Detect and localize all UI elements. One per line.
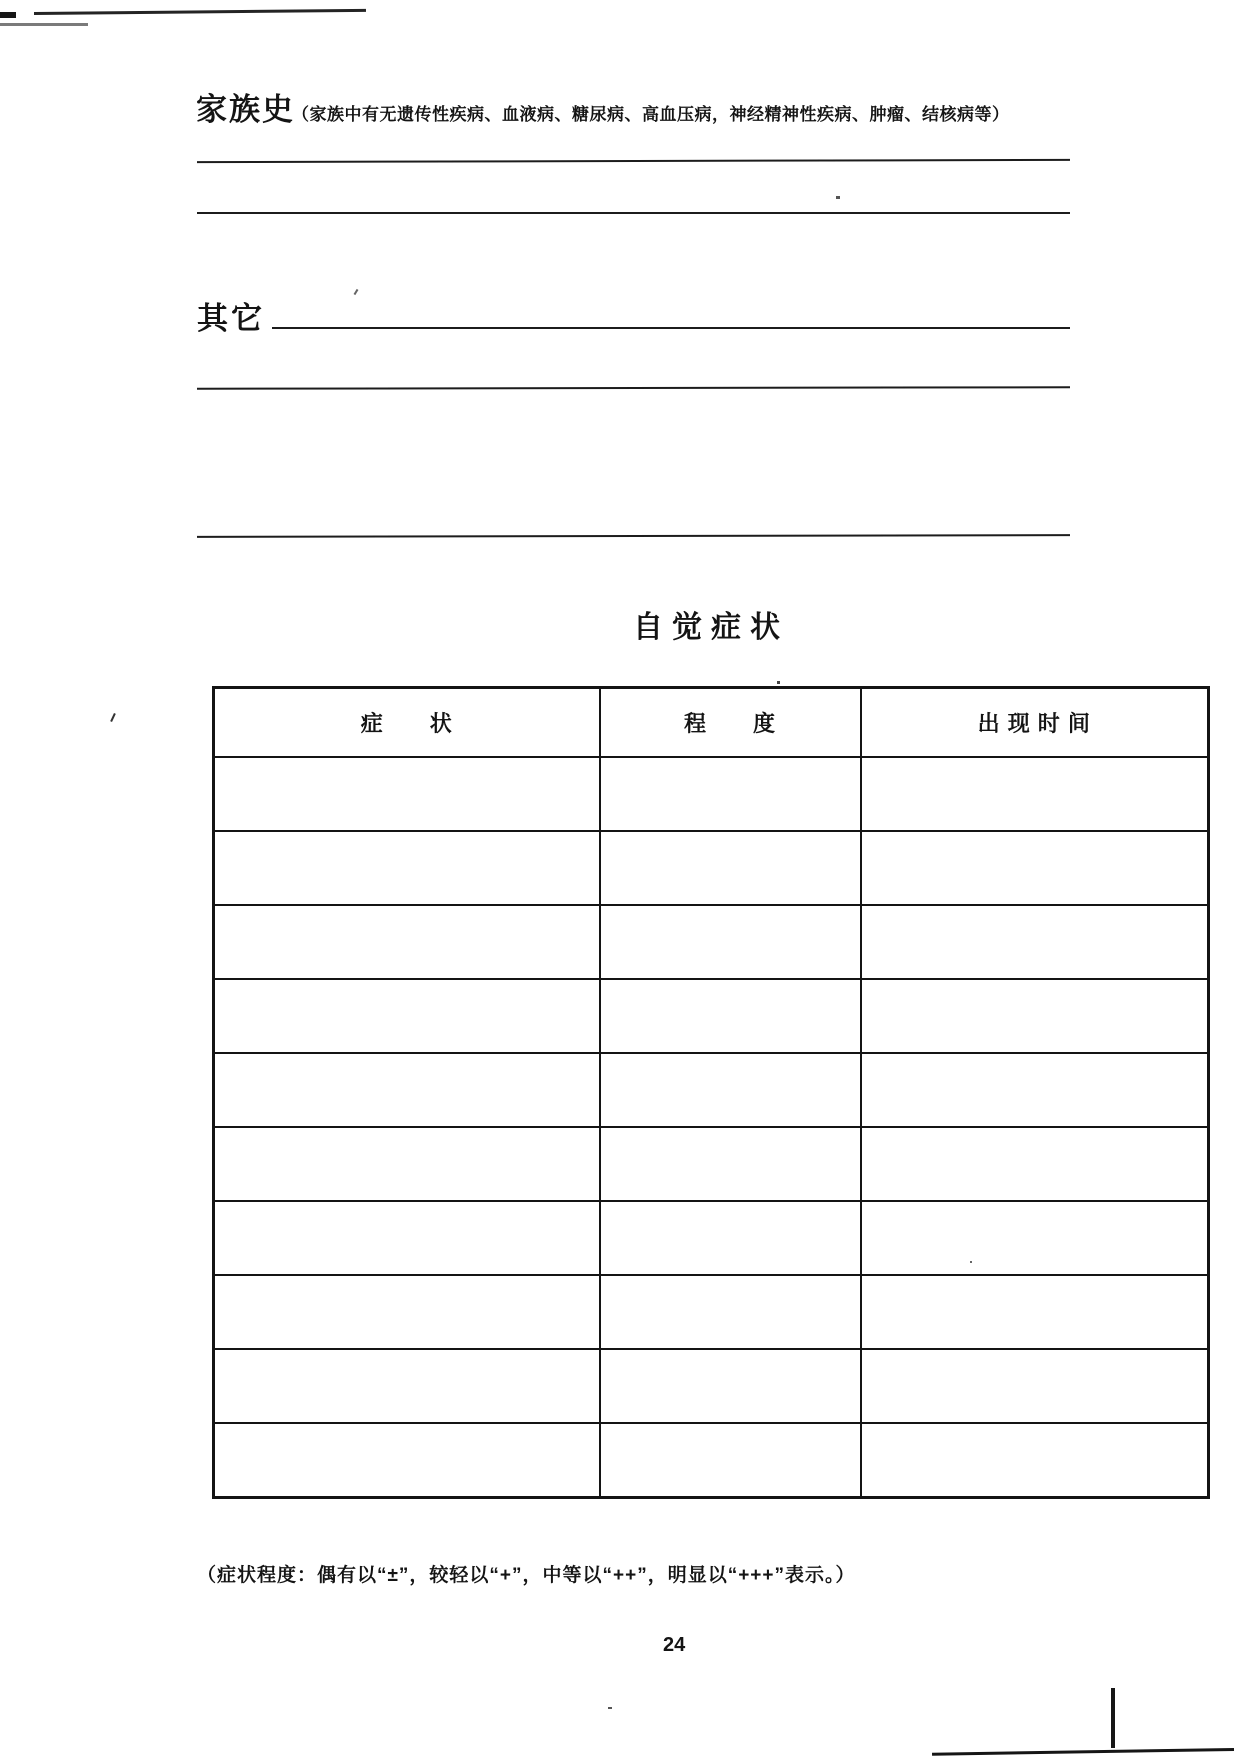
- other-label: 其它: [197, 301, 265, 336]
- table-cell: [214, 1053, 600, 1127]
- scan-speck: [354, 289, 359, 295]
- symptom-table-body: [214, 757, 1209, 1498]
- table-row: [214, 905, 1209, 979]
- table-cell: [600, 1349, 861, 1423]
- table-cell: [861, 1127, 1209, 1201]
- table-cell: [861, 831, 1209, 905]
- page-number: 24: [663, 1634, 686, 1656]
- table-cell: [600, 831, 861, 905]
- scan-artifact: [0, 23, 88, 26]
- table-cell: [214, 905, 600, 979]
- table-row: [214, 1201, 1209, 1275]
- table-cell: [214, 979, 600, 1053]
- table-cell: [861, 1201, 1209, 1275]
- table-cell: [214, 1201, 600, 1275]
- table-cell: [600, 757, 861, 831]
- table-row: [214, 757, 1209, 831]
- table-cell: [214, 1127, 600, 1201]
- degree-legend-footnote: （症状程度：偶有以“±”，较轻以“+”，中等以“++”，明显以“+++”表示。）: [197, 1565, 856, 1586]
- scan-artifact: [34, 9, 366, 15]
- table-cell: [600, 1127, 861, 1201]
- blank-line: [197, 386, 1070, 390]
- family-history-label: 家族史: [196, 92, 295, 127]
- table-cell: [600, 905, 861, 979]
- blank-line: [197, 212, 1070, 214]
- table-cell: [214, 1349, 600, 1423]
- table-row: [214, 1423, 1209, 1498]
- table-cell: [214, 1423, 600, 1498]
- table-cell: [861, 1053, 1209, 1127]
- table-cell: [600, 1053, 861, 1127]
- table-row: [214, 1275, 1209, 1349]
- table-cell: [214, 757, 600, 831]
- table-cell: [861, 1275, 1209, 1349]
- table-cell: [600, 1275, 861, 1349]
- family-history-note: （家族中有无遗传性疾病、血液病、糖尿病、高血压病，神经精神性疾病、肿瘤、结核病等）: [292, 105, 1010, 124]
- symptoms-title: 自觉症状: [633, 611, 789, 644]
- table-cell: [600, 1201, 861, 1275]
- scan-speck: [777, 681, 780, 684]
- table-cell: [861, 1349, 1209, 1423]
- scan-artifact: [1111, 1688, 1115, 1748]
- column-header-symptom: 症 状: [214, 688, 600, 758]
- scan-artifact: [0, 12, 16, 18]
- table-cell: [861, 979, 1209, 1053]
- table-cell: [861, 757, 1209, 831]
- blank-line: [197, 534, 1070, 538]
- table-row: [214, 831, 1209, 905]
- table-cell: [600, 979, 861, 1053]
- scan-artifact: [932, 1748, 1234, 1756]
- blank-line: [197, 159, 1070, 163]
- blank-line: [272, 327, 1070, 329]
- table-cell: [861, 905, 1209, 979]
- table-row: [214, 1053, 1209, 1127]
- table-header-row: [214, 688, 1209, 758]
- scan-speck: [110, 713, 116, 722]
- table-cell: [214, 831, 600, 905]
- scan-speck: [836, 196, 840, 199]
- table-cell: [861, 1423, 1209, 1498]
- table-row: [214, 1127, 1209, 1201]
- symptoms-table: [212, 686, 1210, 1499]
- table-cell: [214, 1275, 600, 1349]
- scan-speck: [608, 1707, 612, 1709]
- table-row: [214, 979, 1209, 1053]
- column-header-degree: 程 度: [600, 688, 861, 758]
- table-row: [214, 1349, 1209, 1423]
- table-cell: [600, 1423, 861, 1498]
- column-header-onset-time: 出 现 时 间: [861, 688, 1209, 758]
